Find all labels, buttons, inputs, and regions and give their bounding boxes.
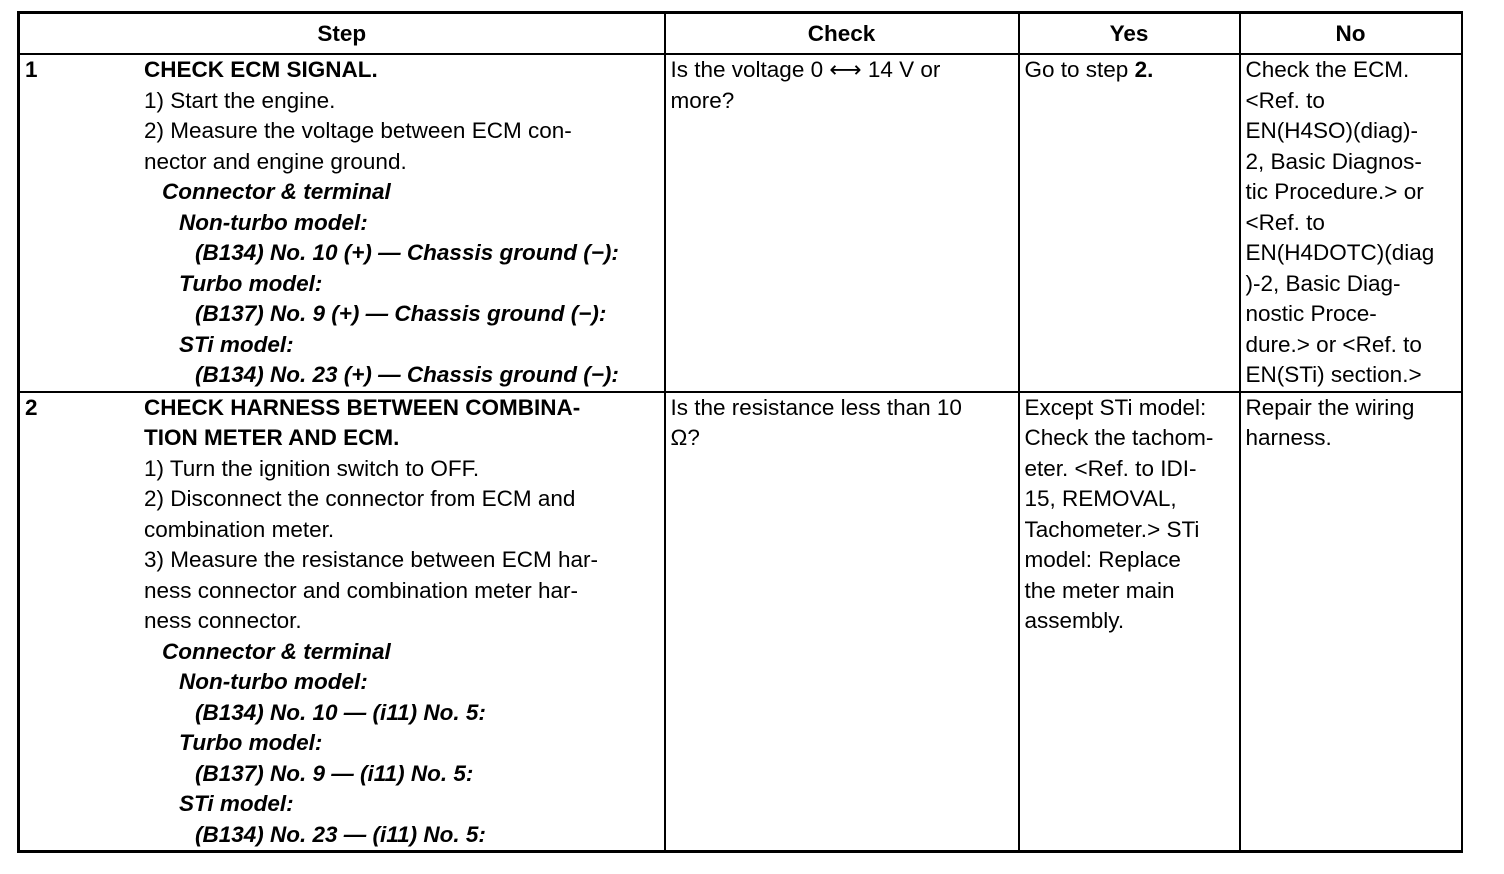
connector-heading: Connector & terminal <box>162 638 391 664</box>
terminal-spec: (B137) No. 9 — (i11) No. 5: <box>195 760 474 786</box>
check-text: Ω? <box>670 425 700 450</box>
yes-text: eter. <Ref. to IDI- <box>1024 455 1197 481</box>
step-number: 2 <box>25 394 38 420</box>
instruction-line: nector and engine ground. <box>144 148 407 174</box>
terminal-spec: (B134) No. 23 (+) — Chassis ground (−): <box>195 362 619 387</box>
no-text: 2, Basic Diagnos- <box>1245 148 1422 174</box>
no-text: EN(STi) section.> <box>1245 362 1422 387</box>
instruction-line: 2) Measure the voltage between ECM con- <box>144 118 572 143</box>
model-name: Non-turbo model: <box>179 209 368 235</box>
step-reference: 2. <box>1134 57 1154 82</box>
terminal-spec: (B134) No. 10 (+) — Chassis ground (−): <box>195 240 619 265</box>
check-cell <box>665 392 1019 852</box>
instruction-line: ness connector. <box>144 608 302 633</box>
no-text: dure.> or <Ref. to <box>1245 331 1422 357</box>
instruction-line: 2) Disconnect the connector from ECM and <box>144 486 576 511</box>
yes-text: model: Replace <box>1024 547 1181 572</box>
model-name: Turbo model: <box>179 270 323 296</box>
check-text: Is the resistance less than 10 <box>670 394 962 420</box>
yes-text: the meter main <box>1024 577 1175 603</box>
no-cell <box>1240 392 1462 852</box>
yes-cell <box>1019 392 1240 852</box>
check-text: more? <box>670 87 735 113</box>
no-text: <Ref. to <box>1245 87 1325 113</box>
instruction-line: 1) Start the engine. <box>144 87 336 113</box>
model-name: STi model: <box>179 331 294 357</box>
check-text: Is the voltage 0 ⟷ 14 V or <box>670 57 941 82</box>
model-name: Turbo model: <box>179 730 323 755</box>
step-title: TION METER AND ECM. <box>144 425 400 450</box>
yes-cell <box>1019 54 1240 392</box>
no-text: EN(H4SO)(diag)- <box>1245 118 1419 143</box>
terminal-spec: (B134) No. 10 — (i11) No. 5: <box>195 699 486 725</box>
header-check: Check <box>665 13 1019 55</box>
no-text: Repair the wiring <box>1245 394 1415 420</box>
terminal-spec: (B134) No. 23 — (i11) No. 5: <box>195 821 486 847</box>
terminal-spec: (B137) No. 9 (+) — Chassis ground (−): <box>195 301 607 326</box>
instruction-line: 3) Measure the resistance between ECM har- <box>144 547 598 572</box>
yes-text: Check the tachom- <box>1024 425 1214 450</box>
no-text: )-2, Basic Diag- <box>1245 270 1401 296</box>
no-text: Check the ECM. <box>1245 57 1410 82</box>
step-number: 1 <box>25 57 38 82</box>
step-title: CHECK HARNESS BETWEEN COMBINA- <box>144 394 581 420</box>
yes-text: Except STi model: <box>1024 394 1207 420</box>
step-cell <box>19 392 665 852</box>
header-no: No <box>1240 13 1462 55</box>
model-name: STi model: <box>179 791 294 816</box>
yes-text: Go to step 2. <box>1024 57 1154 82</box>
table-row <box>19 392 1462 852</box>
no-text: <Ref. to <box>1245 209 1325 235</box>
no-text: harness. <box>1245 425 1332 450</box>
connector-heading: Connector & terminal <box>162 179 391 204</box>
step-title: CHECK ECM SIGNAL. <box>144 57 378 82</box>
instruction-line: ness connector and combination meter har- <box>144 577 578 603</box>
no-text: nostic Proce- <box>1245 301 1377 326</box>
yes-text: 15, REMOVAL, <box>1024 486 1177 511</box>
header-yes: Yes <box>1019 13 1240 55</box>
table-row <box>19 54 1462 392</box>
instruction-line: 1) Turn the ignition switch to OFF. <box>144 455 480 481</box>
no-text: tic Procedure.> or <box>1245 179 1424 204</box>
step-cell <box>19 54 665 392</box>
header-step: Step <box>19 13 665 55</box>
no-text: EN(H4DOTC)(diag <box>1245 240 1435 265</box>
table-header-row <box>19 13 1462 55</box>
model-name: Non-turbo model: <box>179 669 368 694</box>
diagnostic-table <box>17 11 1463 853</box>
check-cell <box>665 54 1019 392</box>
yes-text: assembly. <box>1024 608 1125 633</box>
yes-text: Tachometer.> STi <box>1024 516 1200 542</box>
no-cell <box>1240 54 1462 392</box>
instruction-line: combination meter. <box>144 516 335 542</box>
